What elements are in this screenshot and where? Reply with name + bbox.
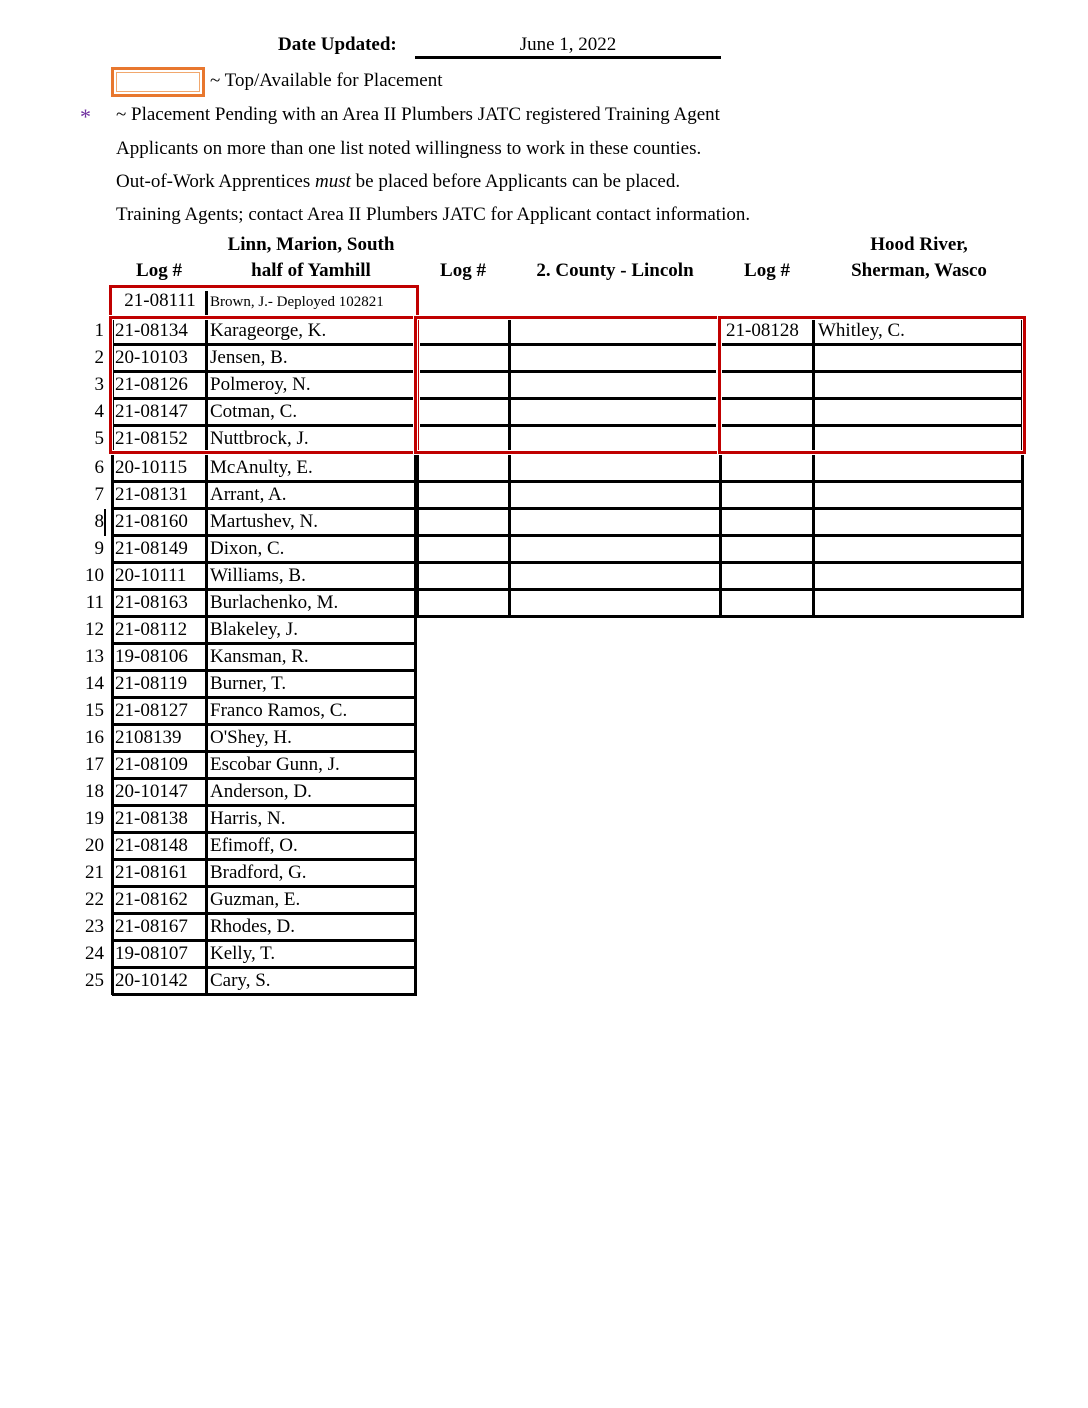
- row-number: 25: [85, 970, 104, 991]
- grid-line: [104, 509, 106, 536]
- row-number: 3: [94, 374, 104, 395]
- applicant-name: Whitley, C.: [818, 320, 905, 341]
- row-number: 12: [85, 619, 104, 640]
- grid-line: [205, 887, 208, 914]
- log-number: 20-10103: [115, 347, 188, 368]
- grid-line: [416, 563, 419, 590]
- log-number: 20-10147: [115, 781, 188, 802]
- row-number: 23: [85, 916, 104, 937]
- grid-line: [414, 968, 417, 995]
- grid-line: [205, 455, 208, 482]
- grid-line: [205, 779, 208, 806]
- row-number: 7: [94, 484, 104, 505]
- date-updated-label: Date Updated:: [278, 34, 397, 55]
- grid-line: [416, 509, 419, 536]
- row-number: 5: [94, 428, 104, 449]
- deployed-highlight-box: [109, 285, 419, 319]
- grid-line: [111, 887, 114, 914]
- applicant-name: Cotman, C.: [210, 401, 298, 422]
- note-emphasis: must: [314, 171, 351, 192]
- grid-line: [719, 482, 722, 509]
- grid-line: [111, 806, 114, 833]
- log-number: 21-08119: [115, 673, 188, 694]
- grid-line: [1021, 563, 1024, 590]
- grid-line: [414, 617, 417, 644]
- log-number: 2108139: [115, 727, 182, 748]
- grid-line: [719, 455, 722, 482]
- grid-line: [812, 590, 815, 617]
- applicant-name: Dixon, C.: [210, 538, 285, 559]
- row-number: 8: [94, 511, 104, 532]
- grid-line: [111, 914, 114, 941]
- grid-line: [414, 698, 417, 725]
- top-available-box-area2: [414, 316, 720, 454]
- applicant-name: Kansman, R.: [210, 646, 309, 667]
- row-number: 2: [94, 347, 104, 368]
- note-text: be placed before Applicants can be placed.: [350, 171, 681, 192]
- log-number: 21-08138: [115, 808, 188, 829]
- grid-line: [1021, 509, 1024, 536]
- note-text: Out-of-Work Apprentices: [116, 171, 315, 192]
- grid-line: [508, 509, 511, 536]
- grid-line: [111, 590, 114, 617]
- row-number: 24: [85, 943, 104, 964]
- applicant-name: Kelly, T.: [210, 943, 276, 964]
- grid-line: [205, 806, 208, 833]
- applicant-name: Anderson, D.: [210, 781, 312, 802]
- deployed-name: Brown, J.- Deployed 102821: [210, 294, 384, 310]
- log-number: 21-08109: [115, 754, 188, 775]
- row-number: 16: [85, 727, 104, 748]
- applicant-name: Cary, S.: [210, 970, 271, 991]
- grid-line: [1021, 536, 1024, 563]
- grid-line: [719, 563, 722, 590]
- grid-line: [111, 671, 114, 698]
- applicant-name: Bradford, G.: [210, 862, 307, 883]
- grid-line: [205, 671, 208, 698]
- grid-line: [112, 993, 417, 996]
- grid-line: [414, 914, 417, 941]
- grid-line: [508, 536, 511, 563]
- grid-line: [1021, 455, 1024, 482]
- log-number: 19-08107: [115, 943, 188, 964]
- grid-line: [205, 617, 208, 644]
- grid-line: [205, 590, 208, 617]
- grid-line: [205, 536, 208, 563]
- deployed-log: 21-08111: [124, 290, 196, 311]
- col-header-area1-line2: half of Yamhill: [251, 260, 371, 281]
- applicant-name: Karageorge, K.: [210, 320, 327, 341]
- log-number: 19-08106: [115, 646, 188, 667]
- col-header-area1-line1: Linn, Marion, South: [227, 234, 395, 255]
- row-number: 15: [85, 700, 104, 721]
- col-header-log-1: Log #: [136, 260, 182, 281]
- applicant-name: Efimoff, O.: [210, 835, 298, 856]
- row-number: 19: [85, 808, 104, 829]
- grid-line: [812, 482, 815, 509]
- grid-line: [111, 725, 114, 752]
- grid-line: [111, 563, 114, 590]
- grid-line: [111, 536, 114, 563]
- top-available-legend-text: ~ Top/Available for Placement: [210, 70, 443, 91]
- grid-line: [111, 941, 114, 968]
- col-header-area3-line2: Sherman, Wasco: [851, 260, 987, 281]
- row-number: 9: [94, 538, 104, 559]
- grid-line: [812, 509, 815, 536]
- row-number: 4: [94, 401, 104, 422]
- grid-line: [205, 725, 208, 752]
- log-number: 21-08160: [115, 511, 188, 532]
- grid-line: [1021, 482, 1024, 509]
- grid-line: [414, 833, 417, 860]
- row-number: 1: [94, 320, 104, 341]
- grid-line: [812, 563, 815, 590]
- applicant-name: Nuttbrock, J.: [210, 428, 309, 449]
- log-number: 21-08162: [115, 889, 188, 910]
- grid-line: [414, 752, 417, 779]
- grid-line: [205, 563, 208, 590]
- log-number: 21-08149: [115, 538, 188, 559]
- log-number: 21-08161: [115, 862, 188, 883]
- log-number: 21-08127: [115, 700, 188, 721]
- applicant-name: Arrant, A.: [210, 484, 287, 505]
- grid-line: [205, 833, 208, 860]
- grid-line: [414, 941, 417, 968]
- top-available-box-area3: [718, 316, 1026, 454]
- grid-line: [416, 455, 419, 482]
- row-number: 11: [85, 592, 104, 613]
- log-number: 21-08163: [115, 592, 188, 613]
- grid-line: [414, 725, 417, 752]
- log-number: 21-08152: [115, 428, 188, 449]
- grid-line: [111, 860, 114, 887]
- log-number: 21-08148: [115, 835, 188, 856]
- grid-line: [205, 941, 208, 968]
- grid-line: [111, 698, 114, 725]
- applicant-name: Guzman, E.: [210, 889, 301, 910]
- log-number: 20-10111: [115, 565, 187, 586]
- pending-legend-text: ~ Placement Pending with an Area II Plumbers JATC registered Training Agent: [116, 104, 720, 125]
- row-number: 6: [94, 457, 104, 478]
- grid-line: [111, 968, 114, 995]
- grid-line: [416, 590, 419, 617]
- log-number: 21-08147: [115, 401, 188, 422]
- grid-line: [111, 779, 114, 806]
- grid-line: [508, 563, 511, 590]
- grid-line: [111, 833, 114, 860]
- row-number: 22: [85, 889, 104, 910]
- grid-line: [205, 968, 208, 995]
- grid-line: [205, 860, 208, 887]
- grid-line: [205, 509, 208, 536]
- row-number: 20: [85, 835, 104, 856]
- grid-line: [111, 644, 114, 671]
- log-number: 21-08167: [115, 916, 188, 937]
- applicant-name: Blakeley, J.: [210, 619, 298, 640]
- applicant-name: Burner, T.: [210, 673, 287, 694]
- applicant-name: O'Shey, H.: [210, 727, 292, 748]
- log-number: 20-10115: [115, 457, 188, 478]
- grid-line: [508, 482, 511, 509]
- grid-line: [416, 482, 419, 509]
- col-header-area2: 2. County - Lincoln: [536, 260, 694, 281]
- grid-line: [205, 752, 208, 779]
- applicant-name: Harris, N.: [210, 808, 286, 829]
- top-available-box-area1: [109, 316, 419, 454]
- grid-line: [414, 860, 417, 887]
- applicant-name: Rhodes, D.: [210, 916, 295, 937]
- grid-line: [414, 887, 417, 914]
- grid-line: [205, 698, 208, 725]
- log-number: 21-08126: [115, 374, 188, 395]
- grid-line: [111, 617, 114, 644]
- grid-line: [111, 455, 114, 482]
- grid-line: [1021, 590, 1024, 617]
- note-counties: Applicants on more than one list noted willingness to work in these counties.: [116, 138, 702, 159]
- log-number: 21-08131: [115, 484, 188, 505]
- col-header-log-3: Log #: [744, 260, 790, 281]
- grid-line: [719, 590, 722, 617]
- date-updated-value: June 1, 2022: [415, 34, 721, 59]
- col-header-area3-line1: Hood River,: [870, 234, 968, 255]
- grid-line: [414, 644, 417, 671]
- grid-line: [812, 455, 815, 482]
- applicant-name: McAnulty, E.: [210, 457, 313, 478]
- grid-line: [508, 455, 511, 482]
- pending-asterisk-icon: *: [80, 104, 91, 129]
- row-number: 13: [85, 646, 104, 667]
- grid-line: [414, 671, 417, 698]
- log-number: 21-08134: [115, 320, 188, 341]
- row-number: 14: [85, 673, 104, 694]
- row-number: 18: [85, 781, 104, 802]
- row-number: 21: [85, 862, 104, 883]
- row-number: 10: [85, 565, 104, 586]
- grid-line: [508, 590, 511, 617]
- grid-line: [111, 509, 114, 536]
- grid-line: [414, 779, 417, 806]
- grid-line: [719, 536, 722, 563]
- log-number: 21-08128: [726, 320, 799, 341]
- row-number: 17: [85, 754, 104, 775]
- grid-line: [416, 536, 419, 563]
- grid-line: [719, 509, 722, 536]
- applicant-name: Polmeroy, N.: [210, 374, 311, 395]
- applicant-name: Williams, B.: [210, 565, 306, 586]
- grid-line: [812, 536, 815, 563]
- applicant-name: Franco Ramos, C.: [210, 700, 348, 721]
- grid-line: [205, 644, 208, 671]
- note-training-agents: Training Agents; contact Area II Plumbers JATC for Applicant contact information.: [116, 204, 751, 225]
- grid-line: [414, 806, 417, 833]
- grid-line: [205, 482, 208, 509]
- grid-line: [205, 914, 208, 941]
- grid-line: [111, 482, 114, 509]
- col-header-log-2: Log #: [440, 260, 486, 281]
- applicant-name: Jensen, B.: [210, 347, 288, 368]
- applicant-name: Escobar Gunn, J.: [210, 754, 340, 775]
- grid-line: [111, 752, 114, 779]
- log-number: 21-08112: [115, 619, 188, 640]
- applicant-name: Burlachenko, M.: [210, 592, 339, 613]
- applicant-name: Martushev, N.: [210, 511, 318, 532]
- log-number: 20-10142: [115, 970, 188, 991]
